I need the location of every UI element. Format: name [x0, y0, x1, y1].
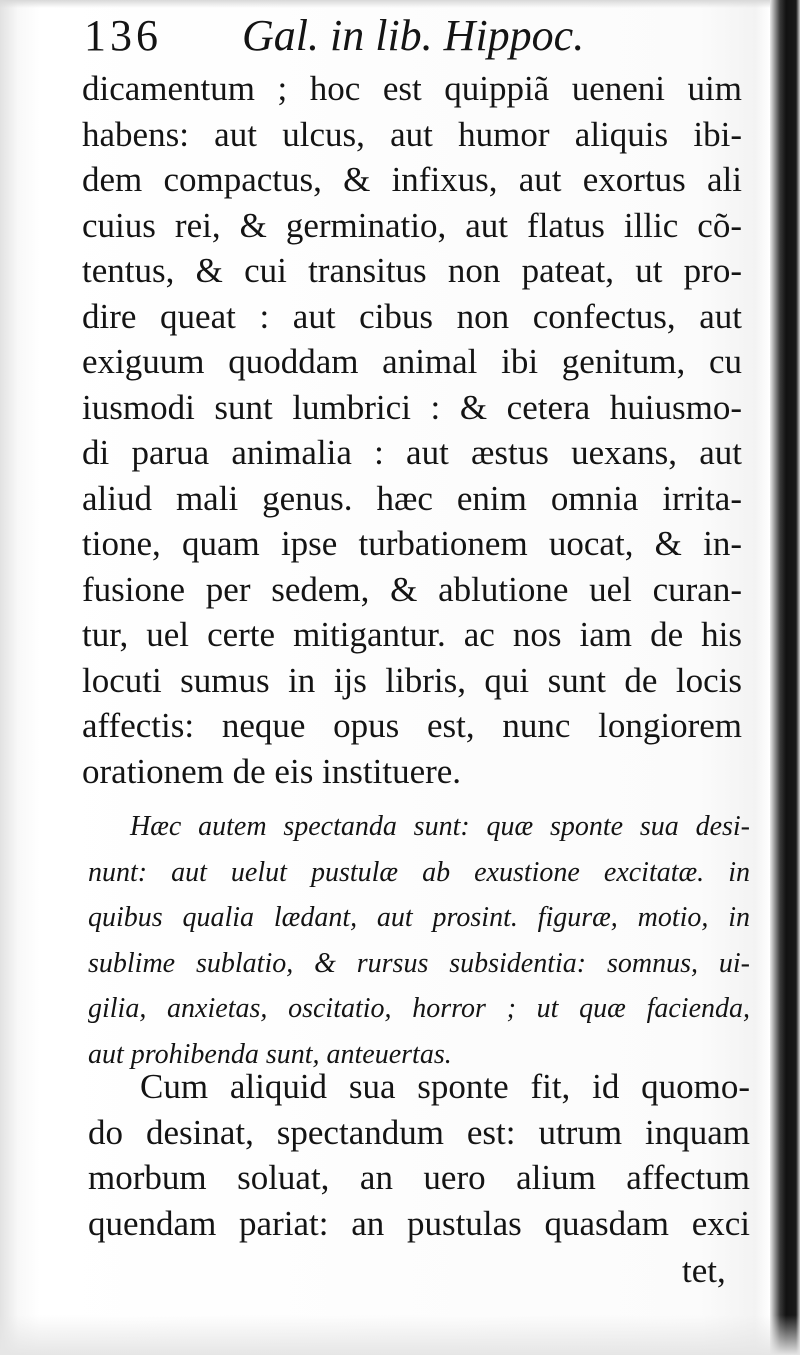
page-gutter-shadow [770, 0, 800, 1355]
text-line: habens: aut ulcus, aut humor aliquis ibi- [82, 114, 742, 154]
text-line: tentus, & cui transitus non pateat, ut pro- [82, 251, 742, 290]
running-title: Gal. in lib. Hippoc. [242, 11, 585, 60]
aphorism-line: gilia, anxietas, oscitatio, horror ; ut quæ facienda, [88, 993, 750, 1025]
page-header [84, 6, 724, 66]
main-text-block [82, 66, 742, 794]
text-line: dire queat : aut cibus non confectus, aut [82, 296, 742, 336]
text-line: orationem de eis instituere. [82, 751, 462, 791]
page-bottom-edge [0, 1315, 800, 1355]
text-line: di parua animalia : aut æstus uexans, aut [82, 433, 742, 472]
text-line: exiguum quoddam animal ibi genitum, cu [82, 342, 742, 381]
aphorism-line: aut prohibenda sunt, anteuertas. [88, 1038, 452, 1070]
text-line: locuti sumus in ijs libris, qui sunt de locis [82, 660, 742, 700]
aphorism-line: quibus qualia lædant, aut prosint. figuræ, motio, in [88, 902, 750, 934]
text-line: quendam pariat: an pustulas quasdam exci [88, 1203, 750, 1243]
text-line: dicamentum ; hoc est quippiã ueneni uim [82, 69, 742, 108]
text-line: dem compactus, & infixus, aut exortus ali [82, 160, 742, 199]
text-line: iusmodi sunt lumbrici : & cetera huiusmo- [82, 387, 742, 427]
text-line: do desinat, spectandum est: utrum inquam [88, 1112, 750, 1152]
text-line: tur, uel certe mitigantur. ac nos iam de his [82, 615, 742, 654]
page-number: 136 [84, 11, 162, 60]
italic-aphorism-block [88, 804, 750, 1078]
aphorism-line: sublime sublatio, & rursus subsidentia: somnus, ui- [88, 947, 750, 979]
commentary-paragraph [88, 1064, 750, 1246]
text-line: affectis: neque opus est, nunc longiorem [82, 706, 742, 745]
text-line: fusione per sedem, & ablutione uel curan- [82, 569, 742, 609]
aphorism-line: Hæc autem spectanda sunt: quæ sponte sua desi- [130, 811, 750, 842]
text-line: tione, quam ipse turbationem uocat, & in- [82, 524, 742, 563]
text-line: cuius rei, & germinatio, aut flatus illic cõ- [82, 205, 742, 245]
aphorism-line: nunt: aut uelut pustulæ ab exustione excitatæ. in [88, 856, 750, 888]
catchword: tet, [682, 1251, 726, 1290]
text-line: morbum soluat, an uero alium affectum [88, 1158, 750, 1197]
text-line: aliud mali genus. hæc enim omnia irrita- [82, 478, 742, 518]
text-line: Cum aliquid sua sponte fit, id quomo- [140, 1067, 750, 1106]
